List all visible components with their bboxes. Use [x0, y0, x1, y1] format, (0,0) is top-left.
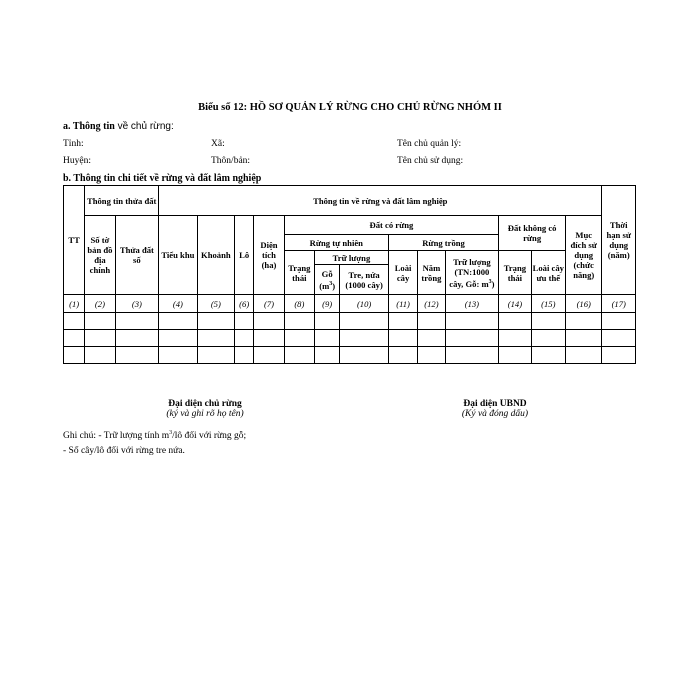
header-khoanh: Khoảnh: [197, 216, 234, 295]
section-a-label: a. Thông tin: [63, 121, 115, 132]
table-row: [64, 347, 636, 364]
col-number: (10): [340, 295, 389, 313]
col-number: (11): [388, 295, 417, 313]
signature-right-sub: (Ký và đóng dấu): [461, 409, 529, 419]
note-line-2: - Số cây/lô đối với rừng tre nứa.: [63, 446, 185, 456]
field-tinh: Tỉnh:: [63, 139, 84, 149]
header-thua-dat-so: Thửa đất số: [115, 216, 159, 295]
col-number: (12): [418, 295, 445, 313]
column-number-row: [64, 295, 636, 313]
note-sup: 3: [169, 430, 173, 436]
col-number: (16): [566, 295, 602, 313]
note-line-1-post: /lô đối với rừng gỗ;: [172, 431, 247, 442]
section-a-label-rest: về chủ rừng:: [114, 121, 174, 132]
col-number: (5): [197, 295, 234, 313]
signature-chu-rung: [120, 399, 290, 419]
header-muc-dich: Mục đích sử dụng (chức năng): [566, 216, 602, 295]
header-dien-tich: Diện tích (ha): [254, 216, 284, 295]
go-text: Gỗ: [321, 268, 333, 279]
col-number: (7): [254, 295, 284, 313]
col-number: (13): [445, 295, 499, 313]
note-line-1-pre: Ghi chú: - Trữ lượng tính m: [63, 431, 170, 442]
col-number: (3): [115, 295, 159, 313]
col-number: (17): [602, 295, 636, 313]
form-title: Biểu số 12: HỒ SƠ QUẢN LÝ RỪNG CHO CHỦ RỪNG NHÓM II: [198, 102, 502, 113]
header-go: Gỗ $(m^3)$: [315, 265, 340, 295]
header-trang-thai-2: Trạng thái: [499, 251, 531, 295]
col-number: (15): [531, 295, 565, 313]
section-a-heading: [63, 121, 174, 132]
header-so-to-ban-do: Số tờ bản đồ địa chính: [85, 216, 115, 295]
col-number: (2): [85, 295, 115, 313]
header-rung-trong: Rừng trồng: [388, 235, 498, 251]
field-chu-su-dung: Tên chủ sử dụng:: [397, 156, 464, 166]
note-line-1: [63, 430, 246, 441]
header-lo: Lô: [235, 216, 254, 295]
header-tt: TT: [64, 186, 85, 295]
signature-left-title: Đại diện chủ rừng: [168, 399, 242, 409]
header-tru-luong-tn: Trữ lượng (TN:1000 cây, Gỗ: $m^3$): [445, 251, 499, 295]
section-b-heading: b. Thông tin chi tiết về rừng và đất lâm nghiệp: [63, 173, 262, 184]
header-dat-khong-co-rung: Đất không có rừng: [499, 216, 566, 251]
header-rung-tu-nhien: Rừng tự nhiên: [284, 235, 388, 251]
header-tre-nua: Tre, nứa (1000 cây): [340, 265, 389, 295]
col-number: (1): [64, 295, 85, 313]
col-number: (8): [284, 295, 314, 313]
header-dat-co-rung: Đất có rừng: [284, 216, 499, 235]
col-number: (9): [315, 295, 340, 313]
field-xa: Xã:: [211, 139, 225, 149]
header-loai-cay: Loài cây: [388, 251, 417, 295]
header-tru-luong: Trữ lượng: [315, 251, 389, 265]
header-trang-thai-1: Trạng thái: [284, 251, 314, 295]
field-chu-quan-ly: Tên chủ quản lý:: [397, 139, 462, 149]
tru-luong-tn-text: Trữ lượng (TN:1000 cây, Gỗ: m: [449, 256, 491, 289]
col-number: (4): [159, 295, 197, 313]
header-loai-cay-uu-the: Loài cây ưu thế: [531, 251, 565, 295]
forest-records-table: [63, 185, 636, 364]
signature-left-sub: (ký và ghi rõ họ tên): [166, 409, 244, 419]
field-huyen: Huyện:: [63, 156, 91, 166]
header-thoi-han: Thời hạn sử dụng (năm): [602, 186, 636, 295]
table-row: [64, 313, 636, 330]
signature-right-title: Đại diện UBND: [463, 399, 527, 409]
header-tieu-khu: Tiểu khu: [159, 216, 197, 295]
table-row: [64, 330, 636, 347]
header-thong-tin-rung-dat: Thông tin về rừng và đất lâm nghiệp: [159, 186, 602, 216]
header-thong-tin-thua-dat: Thông tin thửa đất: [85, 186, 159, 216]
col-number: (14): [499, 295, 531, 313]
col-number: (6): [235, 295, 254, 313]
field-thon: Thôn/bản:: [211, 156, 251, 166]
header-nam-trong: Năm trồng: [418, 251, 445, 295]
go-unit: (m: [319, 280, 330, 291]
signature-ubnd: [410, 399, 580, 419]
